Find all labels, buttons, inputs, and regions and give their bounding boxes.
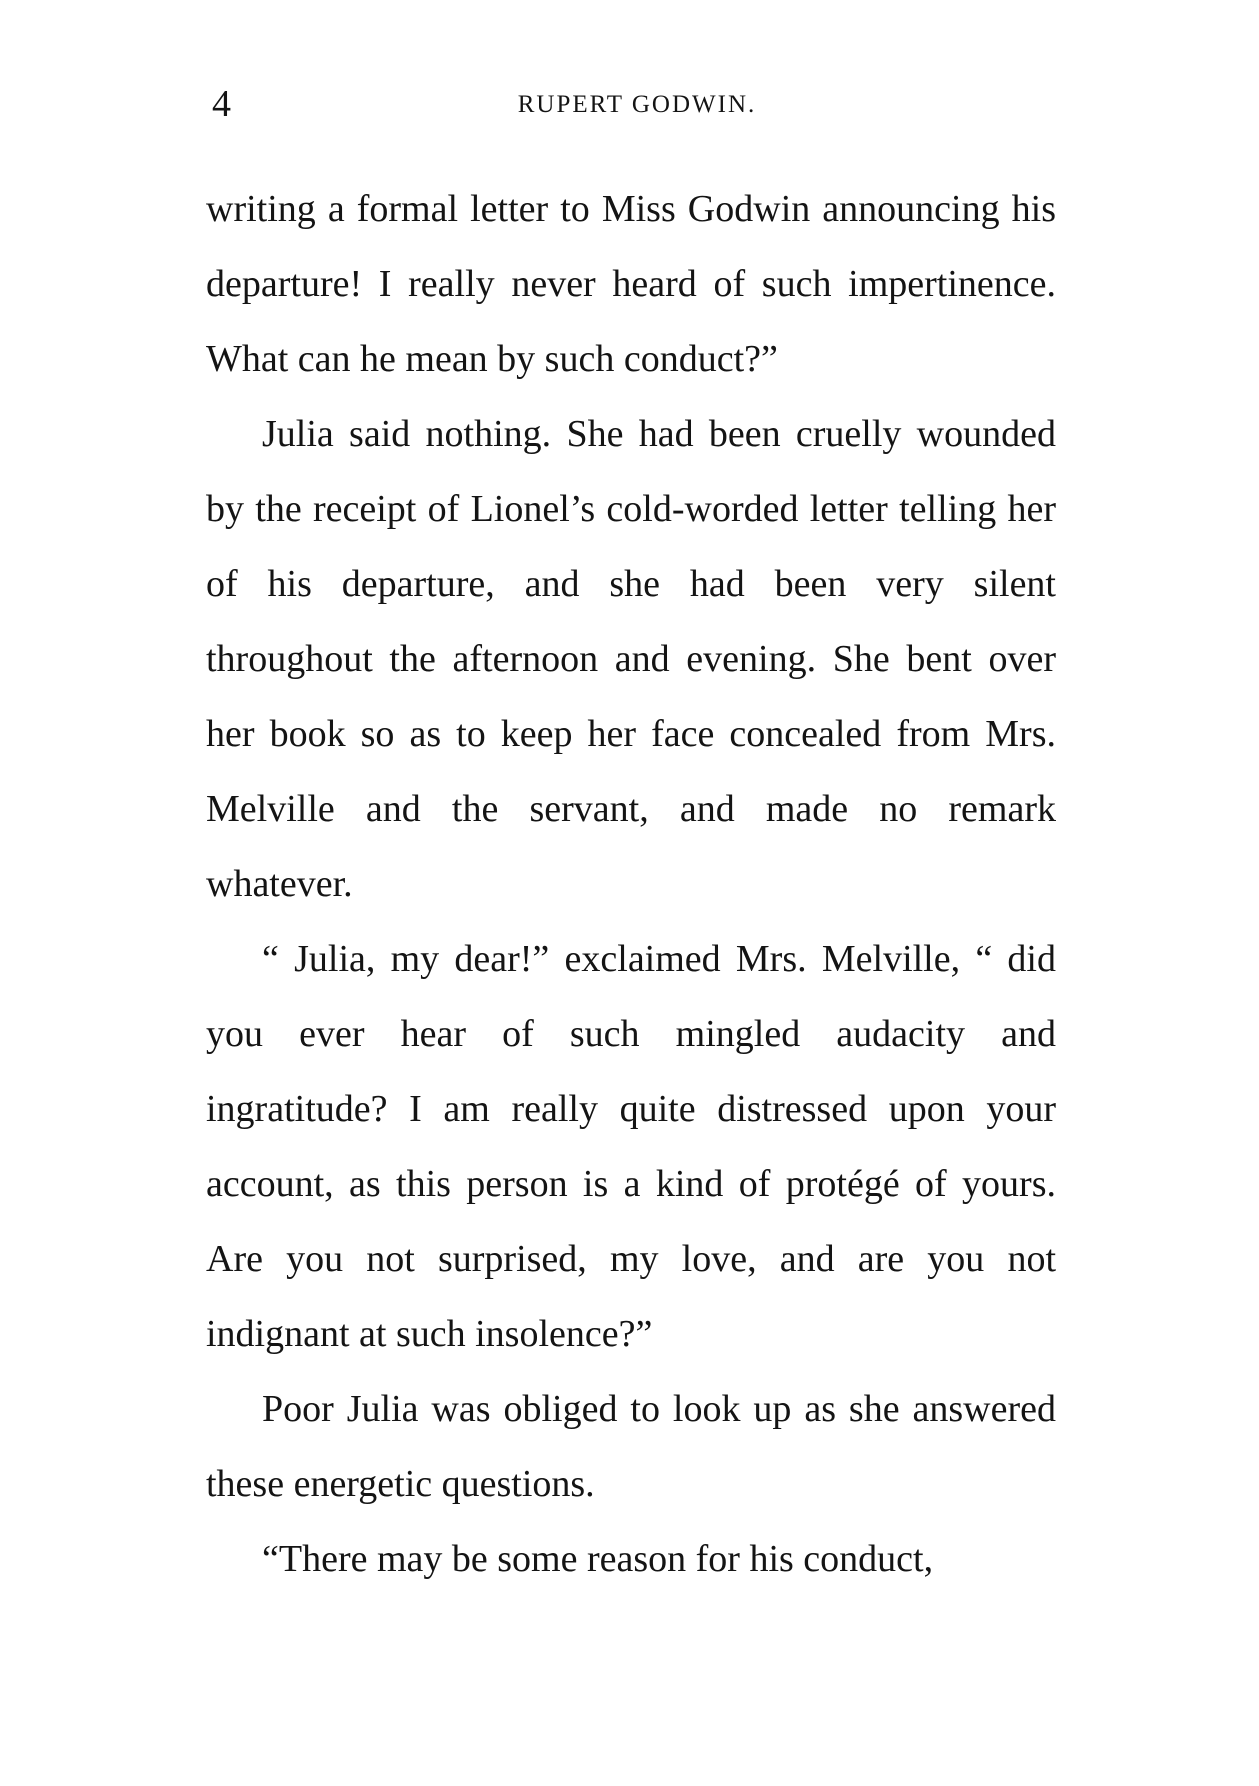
running-title: RUPERT GODWIN. [517, 91, 757, 118]
paragraph: writing a formal letter to Miss Godwin announcing his departure! I really never heard of such impertinence. What can he mean by such conduct?” [206, 188, 1056, 380]
paragraph: Julia said nothing. She had been cruelly wounded by the receipt of Lionel’s cold-worded letter telling her of his departure, and she had been very silent throughout the afternoon and evening. She bent over her book so as to keep her face concealed from Mrs. Melville and the servant, and made no remark whatever. [206, 413, 1056, 905]
paragraph: Poor Julia was obliged to look up as she answered these energetic questions. [206, 1388, 1056, 1505]
paragraph: “There may be some reason for his conduct, [262, 1538, 934, 1580]
page-number: 4 [212, 83, 231, 125]
running-head [212, 82, 1062, 132]
body-text [206, 172, 1056, 1597]
paragraph: “ Julia, my dear!” exclaimed Mrs. Melville, “ did you ever hear of such mingled audacity and ingratitude? I am really quite distressed upon your account, as this person is a kind of protégé of yours. Are you not surprised, my love, and are you not indignant at such insolence?” [206, 938, 1056, 1355]
